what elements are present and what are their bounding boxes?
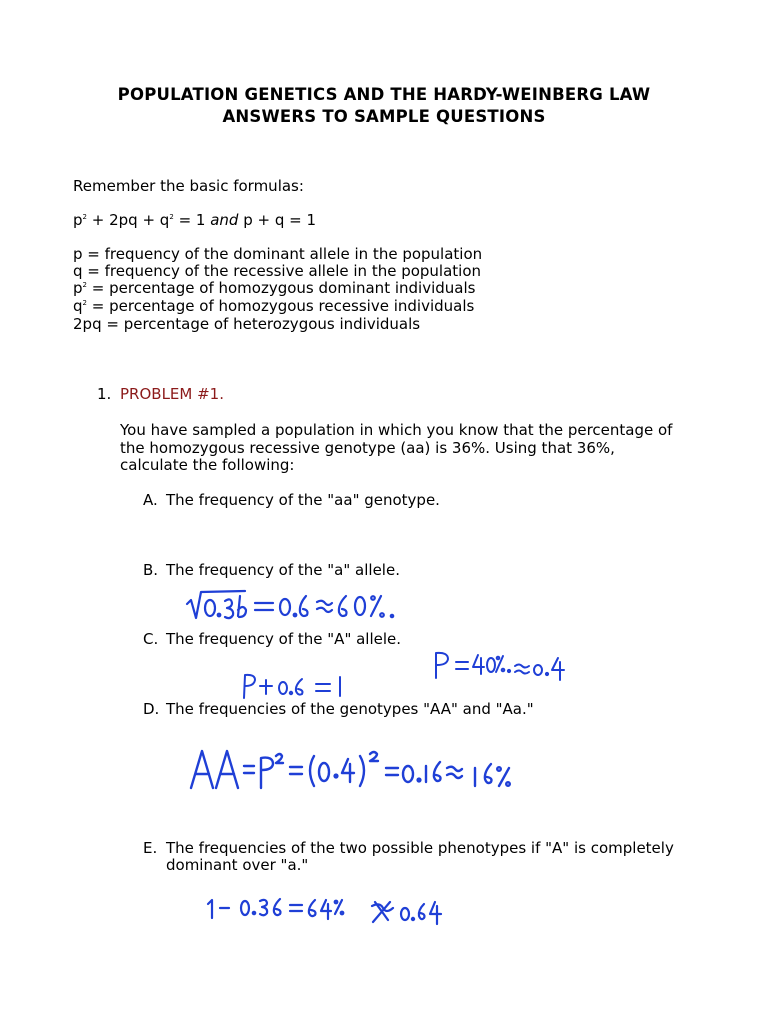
superscript: 2 — [82, 213, 87, 221]
item-c-text: The frequency of the "A" allele. — [166, 630, 402, 648]
item-c-letter: C. — [143, 630, 159, 648]
definition-p-squared — [73, 280, 475, 297]
handwritten-answer-b — [185, 588, 415, 628]
title-line-2: ANSWERS TO SAMPLE QUESTIONS — [222, 107, 546, 126]
problem-text-line-1: You have sampled a population in which you know that the percentage of — [120, 421, 673, 439]
item-b-text: The frequency of the "a" allele. — [166, 561, 400, 579]
item-e-text: The frequencies of the two possible phenotypes if "A" is completely — [166, 839, 674, 857]
definition-text: = percentage of homozygous recessive individuals — [87, 297, 475, 315]
problem-heading: PROBLEM #1. — [120, 385, 224, 403]
definition-2pq: 2pq = percentage of heterozygous individuals — [73, 315, 421, 333]
title-line-1: POPULATION GENETICS AND THE HARDY-WEINBERG LAW — [117, 85, 651, 104]
problem-text-line-2: the homozygous recessive genotype (aa) is 36%. Using that 36%, — [120, 439, 615, 457]
definition-text: = percentage of homozygous dominant individuals — [87, 279, 476, 297]
definition-q: q = frequency of the recessive allele in the population — [73, 262, 482, 280]
superscript: 2 — [82, 299, 87, 307]
basic-formula — [73, 212, 316, 229]
definition-symbol: p — [73, 279, 83, 297]
item-e-text-line-2: dominant over "a." — [166, 856, 309, 874]
document-title — [0, 84, 768, 128]
item-a-text: The frequency of the "aa" genotype. — [166, 491, 440, 509]
item-a-letter: A. — [143, 491, 158, 509]
problem-text-line-3: calculate the following: — [120, 456, 295, 474]
superscript: 2 — [169, 213, 174, 221]
handwritten-answer-c-right — [432, 650, 572, 682]
formula-and: and — [210, 211, 239, 229]
definition-q-squared — [73, 298, 474, 315]
definition-p: p = frequency of the dominant allele in the population — [73, 245, 483, 263]
superscript: 2 — [82, 281, 87, 289]
formula-p: p — [73, 211, 83, 229]
problem-number: 1. — [97, 385, 112, 403]
formula-part: + 2pq + q — [87, 211, 170, 229]
handwritten-answer-d — [188, 746, 528, 794]
handwritten-answer-e — [205, 894, 445, 930]
item-d-text: The frequencies of the genotypes "AA" and "Aa." — [166, 700, 534, 718]
item-d-letter: D. — [143, 700, 160, 718]
item-e-letter: E. — [143, 839, 158, 857]
formula-part: = 1 — [173, 211, 211, 229]
remember-text: Remember the basic formulas: — [73, 177, 304, 195]
definition-symbol: q — [73, 297, 83, 315]
item-b-letter: B. — [143, 561, 159, 579]
handwritten-answer-c-left — [240, 672, 360, 702]
formula-part: p + q = 1 — [238, 211, 317, 229]
